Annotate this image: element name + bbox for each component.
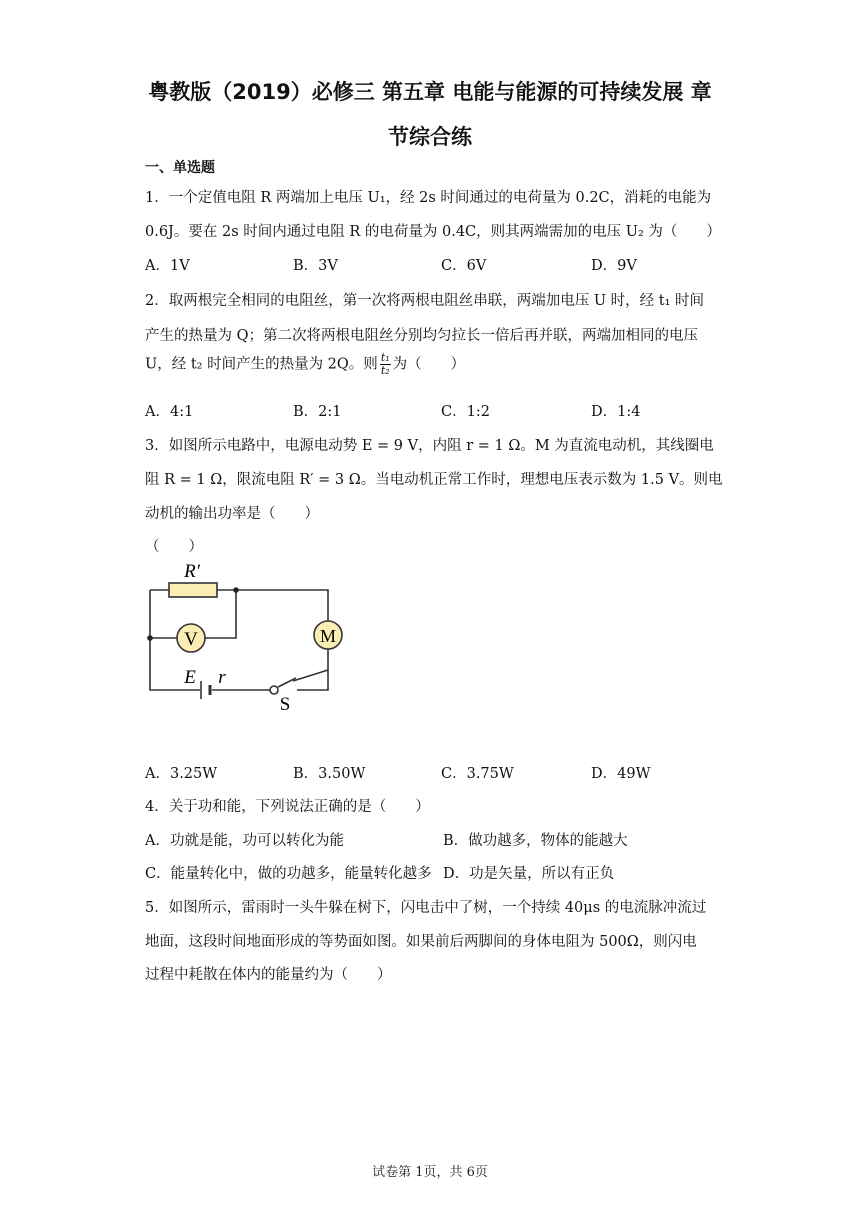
question-text-line: 3．如图所示电路中，电源电动势 E = 9 V，内阻 r = 1 Ω。M 为直流电动机，其线圈电	[145, 438, 714, 454]
battery-icon	[201, 681, 210, 699]
voltmeter-label: V	[184, 629, 198, 650]
option-d[interactable]: D．功是矢量，所以有正负	[443, 866, 615, 882]
question-text-segment: 为（ ）	[392, 356, 466, 373]
motor-label: M	[319, 626, 337, 646]
option-d[interactable]: D．9V	[591, 258, 637, 274]
fraction-denominator: t₂	[380, 364, 390, 377]
option-d[interactable]: D．49W	[591, 766, 651, 782]
option-a[interactable]: A．1V	[145, 258, 190, 274]
fraction	[380, 352, 391, 377]
junction-dot	[147, 635, 153, 641]
option-b[interactable]: B．做功越多，物体的能越大	[443, 833, 628, 849]
page-title-line-2: 节综合练	[388, 125, 472, 149]
page-title-line-1: 粤教版（2019）必修三 第五章 电能与能源的可持续发展 章	[148, 80, 712, 104]
switch-pivot	[270, 686, 278, 694]
question-text-line: 过程中耗散在体内的能量约为（ ）	[145, 967, 392, 983]
question-text-line	[145, 352, 465, 377]
question-text-line: 2．取两根完全相同的电阻丝，第一次将两根电阻丝串联，两端加电压 U 时，经 t₁ 时间	[145, 293, 705, 309]
option-c[interactable]: C．能量转化中，做的功越多，能量转化越多	[145, 866, 432, 882]
resistor-label: R′	[184, 561, 200, 582]
option-a[interactable]: A．4:1	[145, 404, 194, 420]
circuit-diagram	[140, 560, 360, 720]
internal-resistance-label: r	[218, 667, 226, 688]
page-footer: 试卷第 1页，共 6页	[372, 1165, 488, 1180]
question-text-line: 动机的输出功率是（ ）	[145, 506, 319, 522]
question-text-line: （ ）	[145, 539, 203, 555]
junction-dot	[233, 587, 239, 593]
option-b[interactable]: B．3V	[293, 258, 338, 274]
question-text-line: 产生的热量为 Q；第二次将两根电阻丝分别均匀拉长一倍后再并联，两端加相同的电压	[145, 328, 698, 344]
question-text-segment: U，经 t₂ 时间产生的热量为 2Q。则	[145, 356, 378, 373]
resistor-r-prime	[169, 583, 217, 597]
switch-label: S	[279, 694, 291, 715]
option-a[interactable]: A．功就是能，功可以转化为能	[145, 833, 344, 849]
option-a[interactable]: A．3.25W	[145, 766, 218, 782]
option-d[interactable]: D．1:4	[591, 404, 641, 420]
switch-lever	[278, 678, 296, 687]
question-text-line: 5．如图所示，雷雨时一头牛躲在树下，闪电击中了树，一个持续 40μs 的电流脉冲流过	[145, 900, 707, 916]
option-b[interactable]: B．2:1	[293, 404, 342, 420]
question-text-line: 1．一个定值电阻 R 两端加上电压 U₁，经 2s 时间通过的电荷量为 0.2C，消耗的电能为	[145, 190, 712, 206]
question-text-line: 4．关于功和能，下列说法正确的是（ ）	[145, 799, 430, 815]
emf-label: E	[184, 667, 196, 688]
option-c[interactable]: C．1:2	[441, 404, 490, 420]
fraction-numerator: t₁	[380, 351, 390, 364]
question-text-line: 阻 R = 1 Ω，限流电阻 R′ = 3 Ω。当电动机正常工作时，理想电压表示数为 1.5 V。则电	[145, 472, 723, 488]
option-c[interactable]: C．3.75W	[441, 766, 514, 782]
question-text-line: 地面，这段时间地面形成的等势面如图。如果前后两脚间的身体电阻为 500Ω，则闪电	[145, 934, 697, 950]
question-text-line: 0.6J。要在 2s 时间内通过电阻 R 的电荷量为 0.4C，则其两端需加的电压 U₂ 为（ ）	[145, 224, 721, 240]
section-heading: 一、单选题	[145, 160, 215, 176]
option-b[interactable]: B．3.50W	[293, 766, 366, 782]
option-c[interactable]: C．6V	[441, 258, 487, 274]
